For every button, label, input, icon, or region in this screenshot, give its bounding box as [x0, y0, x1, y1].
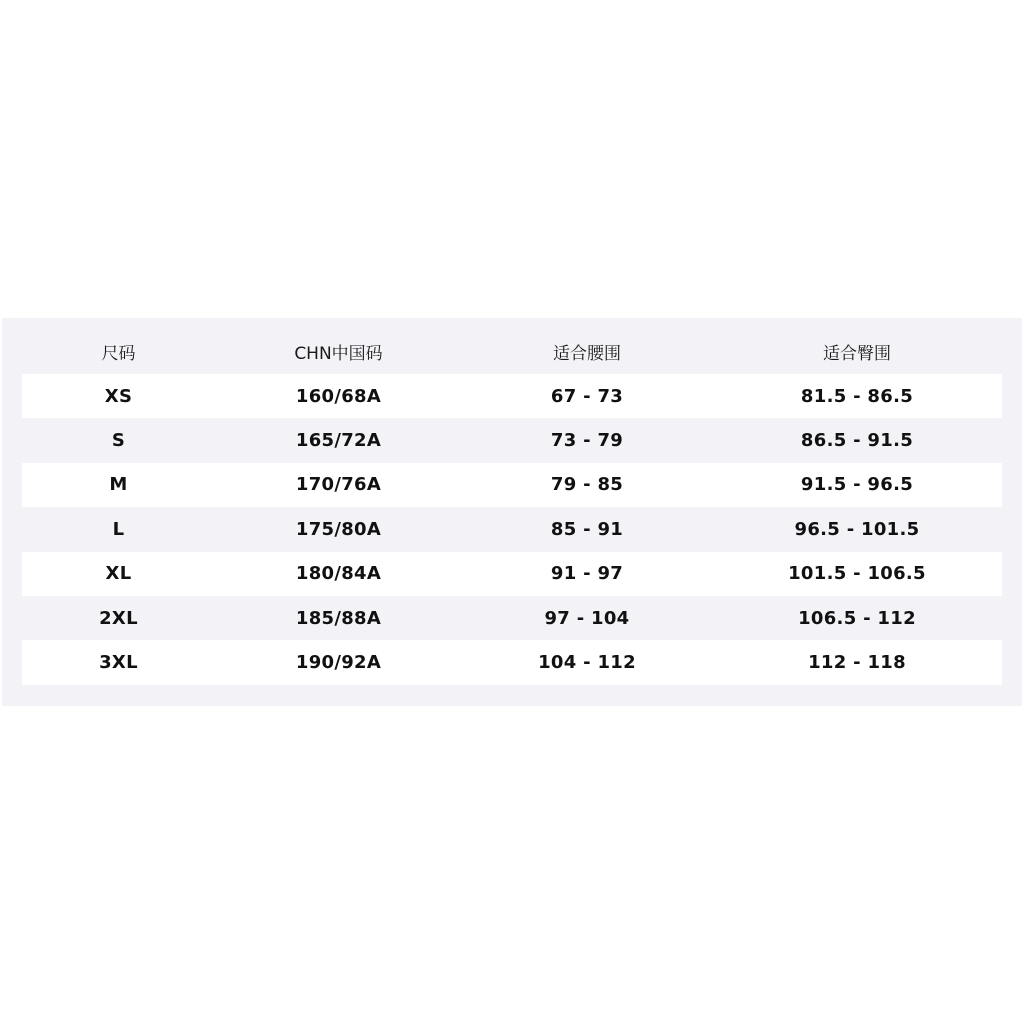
chn-size-cell: 175/80A: [295, 518, 382, 540]
chn-size-cell: 160/68A: [295, 385, 382, 407]
waist-cell: 97 - 104: [544, 607, 630, 629]
header-hip: 适合臀围: [823, 343, 891, 364]
size-cell: M: [109, 474, 128, 496]
size-chart-panel: [2, 318, 1022, 706]
table-row: [22, 596, 1002, 640]
waist-cell: 79 - 85: [550, 474, 624, 496]
table-row: [22, 640, 1002, 684]
hip-cell: 96.5 - 101.5: [794, 518, 920, 540]
table-row: [22, 507, 1002, 551]
size-chart-table: [22, 328, 1002, 685]
hip-cell: 81.5 - 86.5: [800, 385, 914, 407]
size-cell: 2XL: [99, 607, 138, 629]
chn-size-cell: 185/88A: [295, 607, 382, 629]
size-cell: 3XL: [99, 652, 138, 674]
size-cell: XS: [104, 385, 133, 407]
waist-cell: 85 - 91: [550, 518, 624, 540]
size-cell: L: [112, 518, 125, 540]
hip-cell: 101.5 - 106.5: [788, 563, 926, 585]
table-row: [22, 463, 1002, 507]
chn-size-cell: 170/76A: [295, 474, 382, 496]
hip-cell: 91.5 - 96.5: [800, 474, 914, 496]
header-waist: 适合腰围: [553, 343, 621, 364]
table-header-row: [22, 328, 1002, 374]
table-row: [22, 552, 1002, 596]
hip-cell: 106.5 - 112: [798, 607, 916, 629]
header-size: 尺码: [101, 343, 136, 364]
waist-cell: 104 - 112: [538, 652, 636, 674]
waist-cell: 91 - 97: [550, 563, 624, 585]
size-cell: XL: [105, 563, 132, 585]
hip-cell: 86.5 - 91.5: [800, 430, 914, 452]
waist-cell: 67 - 73: [550, 385, 624, 407]
table-row: [22, 374, 1002, 418]
size-cell: S: [111, 430, 126, 452]
chn-size-cell: 190/92A: [295, 652, 382, 674]
table-row: [22, 418, 1002, 462]
waist-cell: 73 - 79: [550, 430, 624, 452]
header-chn-size: CHN中国码: [294, 343, 383, 364]
chn-size-cell: 180/84A: [295, 563, 382, 585]
chn-size-cell: 165/72A: [295, 430, 382, 452]
hip-cell: 112 - 118: [808, 652, 906, 674]
